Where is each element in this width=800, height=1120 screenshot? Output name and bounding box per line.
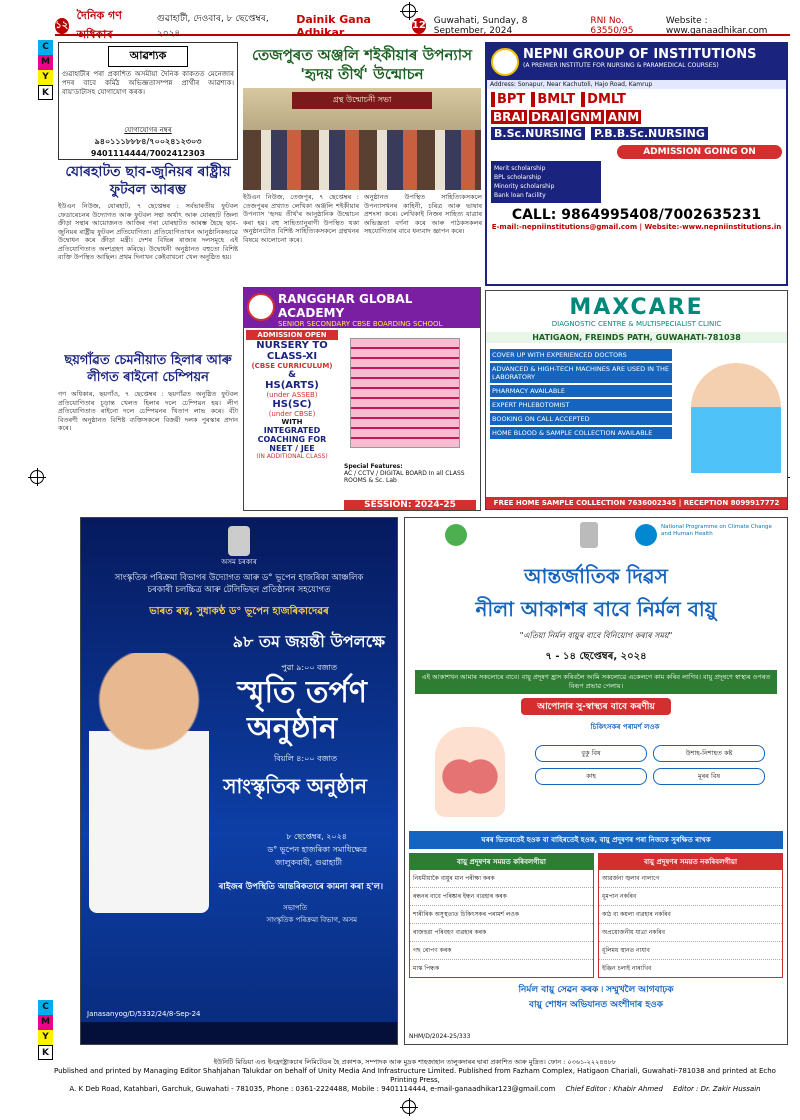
govt-anniv: ৯৮ তম জয়ন্তী উপলক্ষে bbox=[232, 632, 385, 651]
health-quote: "এতিয়া নিৰ্মল বায়ুৰ বাবে বিনিয়োগ কৰাৰ সময়" bbox=[519, 631, 673, 640]
symptom-item: উশাহ-নিশাহত কষ্ট bbox=[653, 745, 765, 762]
maxcare-item: EXPERT PHLEBOTOMIST bbox=[490, 399, 672, 411]
building-shape bbox=[350, 338, 460, 448]
do-item: গছ ৰোপণ কৰক bbox=[410, 942, 593, 960]
rangghar-sub: SENIOR SECONDARY CBSE BOARDING SCHOOL bbox=[278, 320, 443, 328]
rangghar-l8: WITH bbox=[281, 418, 303, 426]
govt-main1: স্মৃতি তৰ্পণ bbox=[237, 675, 367, 710]
registration-mark-icon bbox=[30, 470, 44, 484]
story2-body: গণ অধিকাৰ, ছয়গাঁও, ৭ ছেপ্তেম্বৰ : ছয়গাঁৱত অনুষ্ঠিত ফুটবল প্ৰতিযোগিতাৰ চূড়ান্ত খেলত হিলাৰ দলে চেম্পিয়ন হয়। লীগ প্ৰতিযোগিতাত ৰাইনো দলে চেম্পিয়নৰ খিতাপ লাভ কৰে। বঁটা বিতৰণী অনুষ্ঠানত বিশিষ্ট ব্যক্তিসকলে বিজয়ী দলক পুৰস্কাৰ প্ৰদান কৰে। bbox=[58, 390, 238, 432]
registration-mark-icon bbox=[402, 4, 416, 18]
rangghar-l3: & bbox=[288, 370, 296, 380]
govt-org: অসম চৰকাৰ bbox=[221, 558, 257, 566]
dont-item: কাঠ বা কয়লা ব্যৱহাৰ নকৰিব bbox=[599, 906, 782, 924]
masthead-left: দৈনিক গণ অধিকাৰ bbox=[76, 9, 122, 41]
feature-item: Minority scholarship bbox=[494, 183, 555, 190]
health-slogan1: নিৰ্মল বায়ু সেৱন কৰক ৷ সম্মুখলৈ আগবাঢ়ক bbox=[518, 985, 674, 995]
maxcare-sub: DIAGNOSTIC CENTRE & MULTISPECIALIST CLINIC bbox=[551, 320, 722, 328]
dont-item: ইঞ্জিন চলাই নাৰাখিব bbox=[602, 965, 652, 972]
story1-body: ইউএন নিউজ, যোৰহাট, ৭ ছেপ্তেম্বৰ : সৰ্বভাৰতীয় ফুটবল ফেডাৰেচনৰ উদ্যোগত আৰু ফুটবল সন্থা অৰ্থাৎ আৰু যোৰহাট জিলা ক্ৰীড়া সন্থাৰ আয়োজনত আজিৰ পৰা যোৰহাটত আৰম্ভ হৈছে ছাব-জুনিয়ৰ ৰাষ্ট্ৰীয় ফুটবল প্ৰতিযোগিতা। প্ৰতিযোগিতাখন আনুষ্ঠানিকভাৱে উদ্বোধন কৰে ক্ৰীড়া মন্ত্ৰী। দেশৰ বিভিন্ন ৰাজ্যৰ দলসমূহে এই প্ৰতিযোগিতাত অংশগ্ৰহণ কৰিছে। উদ্বোধনী অনুষ্ঠানত বহুতো বিশিষ্ট ব্যক্তি উপস্থিত আছিল। প্ৰথম দিনাখন কেইবাখনো খেল অনুষ্ঠিত হয়। bbox=[58, 202, 238, 261]
health-dos-donts bbox=[409, 853, 783, 978]
page-number: 12 bbox=[412, 18, 426, 34]
yellow-swatch: Y bbox=[38, 1030, 53, 1045]
course-drai: DRAI bbox=[531, 110, 565, 124]
feature-item: BPL scholarship bbox=[494, 174, 542, 181]
govt-time2: বিয়লি ৪:০০ বজাত bbox=[273, 754, 337, 763]
govt-intro: সাংস্কৃতিক পৰিক্ৰমা বিভাগৰ উদ্যোগত আৰু ড° ভূপেন হাজৰিকা আঞ্চলিক চৰকাৰী চলচ্চিত্ৰ আৰু টেলিভিছন প্ৰতিষ্ঠানৰ সহযোগত bbox=[114, 573, 364, 595]
dont-item: ধূমপান নকৰিব bbox=[599, 888, 782, 906]
feature-item: Bank loan facility bbox=[494, 192, 546, 199]
health-ref: NHM/D/2024-25/333 bbox=[409, 1033, 471, 1040]
rangghar-body bbox=[244, 328, 480, 511]
nepni-logo-icon bbox=[491, 48, 519, 76]
health-banner: ঘৰৰ ভিতৰতেই হওক বা বাহিৰতেই হওক, বায়ু প্ৰদূষণৰ পৰা নিজকে সুৰক্ষিত ৰাখক bbox=[409, 831, 783, 849]
symptoms-title: চিকিৎসকৰ পৰামৰ্শ লওক bbox=[590, 723, 660, 731]
govt-footer-bar bbox=[81, 1022, 397, 1044]
rangghar-ad bbox=[243, 287, 481, 511]
nepni-call: CALL: 9864995408/7002635231 bbox=[511, 207, 762, 223]
nepni-tagline: (A PREMIER INSTITUTE FOR NURSING & PARAMEDICAL COURSES) bbox=[523, 62, 719, 69]
notice-phone-2: 9401114444/7002412303 bbox=[90, 149, 206, 158]
black-swatch: K bbox=[38, 1045, 53, 1060]
nepni-admission-banner: ADMISSION GOING ON bbox=[617, 145, 782, 159]
rangghar-building-image bbox=[340, 328, 480, 511]
rangghar-features-text: AC / CCTV / DIGITAL BOARD In all CLASS ROOMS & Sc. Lab bbox=[344, 470, 465, 484]
dont-item: ধূলিময় স্থানত নাযাব bbox=[599, 942, 782, 960]
health-logo-right-icon bbox=[635, 524, 657, 546]
magenta-swatch: M bbox=[38, 55, 53, 70]
course-anm: ANM bbox=[607, 110, 640, 124]
registration-mark-icon bbox=[402, 1100, 416, 1114]
maxcare-name: MAXCARE bbox=[569, 295, 704, 320]
maxcare-item: HOME BLOOD & SAMPLE COLLECTION AVAILABLE bbox=[490, 427, 672, 439]
health-dates: ৭ - ১৪ ছেপ্তেম্বৰ, ২০২৪ bbox=[545, 651, 647, 662]
color-strip-top bbox=[38, 40, 53, 100]
do-item: ৰন্ধনৰ বাবে পৰিষ্কাৰ ইন্ধন ব্যৱহাৰ কৰক bbox=[410, 888, 593, 906]
maxcare-footer: FREE HOME SAMPLE COLLECTION 7636002345 | RECEPTION 8099917772 bbox=[486, 497, 787, 509]
chief-editor: Chief Editor : Khabir Ahmed bbox=[565, 1085, 663, 1093]
symptom-item: কাহ bbox=[535, 768, 647, 785]
nepni-contact: E-mail:-nepniinstitutions@gmail.com | Website:-www.nepniinstitutions.in bbox=[491, 223, 782, 231]
symptom-item: মূৰৰ বিষ bbox=[653, 768, 765, 785]
rangghar-classes bbox=[244, 328, 340, 511]
date-right: Guwahati, Sunday, 8 September, 2024 bbox=[433, 16, 528, 36]
nepni-ad bbox=[485, 42, 788, 286]
page-header bbox=[55, 9, 790, 41]
maxcare-ad bbox=[485, 290, 788, 510]
nepni-courses-row2 bbox=[487, 110, 786, 124]
do-column bbox=[409, 853, 594, 978]
photo-banner: গ্ৰন্থ উন্মোচনী সভা bbox=[292, 92, 432, 109]
imprint-line2: Published and printed by Managing Editor Shahjahan Talukdar on behalf of Unity Media And Infrastructure Limited. Published from Fazham Complex, Hatigaon Chariali, Guwahati-781038 and printed at Echo Printing Press, bbox=[54, 1067, 776, 1084]
rangghar-logo-icon bbox=[247, 293, 275, 321]
website: Website : www.ganaadhikar.com bbox=[665, 16, 768, 36]
rni-number: RNI No. 63550/95 bbox=[590, 16, 634, 36]
do-item: নিয়মীয়াকৈ বায়ুৰ মান পৰীক্ষা কৰক bbox=[410, 870, 593, 888]
rangghar-l9: INTEGRATED COACHING FOR NEET / JEE bbox=[257, 426, 327, 453]
notice-phone-1: ৯৪০১১১৮৮৮৪/৭০০২৪১২৩০৩ bbox=[94, 137, 202, 146]
notice-box bbox=[58, 42, 238, 160]
dont-item: আৱৰ্জনা জ্বলাব নালাগে bbox=[599, 870, 782, 888]
do-item: মাস্ক পিন্ধক bbox=[413, 965, 440, 972]
yellow-swatch: Y bbox=[38, 70, 53, 85]
maxcare-item: PHARMACY AVAILABLE bbox=[490, 385, 672, 397]
govt-ad bbox=[80, 517, 398, 1045]
symptoms-list bbox=[535, 745, 765, 785]
black-swatch: K bbox=[38, 85, 53, 100]
notice-contact-label: যোগাযোগৰ নম্বৰ bbox=[124, 126, 172, 134]
do-item: ৰাজহুৱা পৰিবহণ ব্যৱহাৰ কৰক bbox=[410, 924, 593, 942]
rangghar-l2: (CBSE CURRICULUM) bbox=[251, 362, 333, 370]
course-bpt: BPT bbox=[491, 92, 525, 107]
health-logo-left-icon bbox=[445, 524, 467, 546]
page-number-left: ১২ bbox=[55, 18, 69, 34]
color-strip-bottom bbox=[38, 1000, 53, 1060]
nepni-courses-row1 bbox=[487, 89, 786, 110]
govt-time1: পুৱা ৯:০০ বজাত bbox=[281, 663, 337, 672]
do-title: বায়ু প্ৰদূষণৰ সময়ত কৰিবলগীয়া bbox=[410, 854, 593, 870]
rangghar-l5: (under ASSEB) bbox=[266, 391, 318, 399]
dont-item: অপ্ৰয়োজনীয় যাত্ৰা নকৰিব bbox=[599, 924, 782, 942]
rangghar-header bbox=[244, 288, 480, 328]
maxcare-item: COVER UP WITH EXPERIENCED DOCTORS bbox=[490, 349, 672, 361]
course-bmlt: BMLT bbox=[531, 92, 575, 107]
imprint-line3: A. K Deb Road, Katahbari, Garchuk, Guwahati - 781035, Phone : 0361-2224488, Mobile : 9401114444, e-mail-ganaadhikar123@gmail.com bbox=[69, 1085, 556, 1093]
rangghar-features bbox=[344, 463, 474, 484]
health-ad bbox=[404, 517, 788, 1045]
rangghar-session: SESSION: 2024-25 bbox=[344, 500, 476, 510]
ashoka-emblem-icon bbox=[580, 522, 598, 548]
govt-by: সাংস্কৃতিক পৰিক্ৰমা বিভাগ, অসম bbox=[266, 916, 357, 924]
story3-photo bbox=[243, 88, 481, 190]
feature-item: Merit scholarship bbox=[494, 165, 546, 172]
govt-venue1: ড° ভূপেন হাজৰিকা সমাধিক্ষেত্ৰ bbox=[267, 845, 367, 854]
nepni-features bbox=[491, 161, 601, 203]
cyan-swatch: C bbox=[38, 40, 53, 55]
lungs-image bbox=[435, 727, 505, 817]
govt-date: ৮ ছেপ্তেম্বৰ, ২০২৪ bbox=[286, 832, 347, 841]
rangghar-name: RANGGHAR GLOBAL ACADEMY bbox=[278, 292, 413, 320]
ashoka-emblem-icon bbox=[228, 526, 250, 556]
health-logos bbox=[405, 518, 787, 562]
nepni-header bbox=[487, 44, 786, 80]
govt-invite: ৰাইজৰ উপস্থিতি আন্তৰিকতাৰে কামনা কৰা হ'ল। bbox=[218, 882, 383, 892]
govt-honor: ভাৰত ৰত্ন, সুধাকণ্ঠ ড° ভূপেন হাজৰিকাদেৱৰ bbox=[149, 606, 329, 617]
health-body-diagram bbox=[415, 717, 777, 829]
health-title2: নীলা আকাশৰ বাবে নিৰ্মল বায়ু bbox=[475, 597, 717, 621]
rangghar-l6: HS(SC) bbox=[272, 399, 312, 410]
maxcare-header bbox=[486, 291, 787, 332]
story1-headline: যোৰহাটত ছাব-জুনিয়ৰ ৰাষ্ট্ৰীয় ফুটবল আৰম্ভ bbox=[65, 164, 231, 198]
dont-title: বায়ু প্ৰদূষণৰ সময়ত নকৰিবলগীয়া bbox=[599, 854, 782, 870]
nepni-courses-row3 bbox=[487, 124, 786, 143]
nepni-name: NEPNI GROUP OF INSTITUTIONS bbox=[523, 47, 757, 62]
story3-headline: তেজপুৰত অঞ্জলি শইকীয়াৰ উপন্যাস 'হৃদয় তীৰ্থ' উন্মোচন bbox=[251, 46, 473, 83]
story2-headline: ছয়গাঁৱত চেমনীয়াত হিলাৰ আৰু লীগত ৰাইনো চেম্পিয়ন bbox=[64, 353, 232, 385]
notice-body: গুৱাহাটীৰ পৰা প্ৰকাশিত অসমীয়া দৈনিক কাকতত মেনেজাৰ পদৰ বাবে কৰ্মিঠ অভিজ্ঞতাসম্পন্ন প্ৰাৰ্থীৰ আৱশ্যক। বায়'ডাটাসহ যোগাযোগ কৰক। bbox=[62, 70, 234, 96]
notice-title: আৱশ্যক bbox=[108, 46, 188, 67]
rangghar-l10: (IN ADDITIONAL CLASS) bbox=[256, 453, 328, 460]
photo-people bbox=[243, 130, 481, 190]
story3-body-right: অনুষ্ঠানত উপস্থিত সাহিত্যিকসকলে উপন্যাসখনৰ কাহিনী, চৰিত্ৰ আৰু ভাষাৰ প্ৰশংসা কৰে। লেখিকাই নিজৰ সাহিত্য যাত্ৰাৰ অভিজ্ঞতা বৰ্ণনা কৰে আৰু পাঠকসকলৰ সহযোগিতাৰ বাবে ধন্যবাদ জ্ঞাপন কৰে। bbox=[364, 193, 482, 235]
health-slogan2: বায়ু শোধন অভিযানত অংশীদাৰ হওক bbox=[528, 1000, 664, 1010]
cyan-swatch: C bbox=[38, 1000, 53, 1015]
rangghar-features-title: Special Features: bbox=[344, 463, 403, 470]
course-pbbsc-nursing: P.B.B.Sc.NURSING bbox=[591, 127, 708, 140]
govt-main2: অনুষ্ঠান bbox=[246, 711, 337, 746]
magenta-swatch: M bbox=[38, 1015, 53, 1030]
govt-main3: সাংস্কৃতিক অনুষ্ঠান bbox=[223, 774, 367, 798]
editor: Editor : Dr. Zakir Hussain bbox=[673, 1085, 761, 1093]
health-intro: এই আকাশখন আমাৰ সকলোৰে বাবে। বায়ু প্ৰদূষণ হ্ৰাস কৰিবলৈ আমি সকলোৱে একেলগে কাম কৰিব লাগিব। বায়ু প্ৰদূষণে স্বাস্থ্যৰ ওপৰত বিৰূপ প্ৰভাৱ পেলায়। bbox=[415, 670, 777, 694]
imprint-line3-row bbox=[40, 1085, 790, 1094]
course-brai: BRAI bbox=[493, 110, 526, 124]
govt-by-label: সভাপতি bbox=[283, 904, 307, 912]
maxcare-item: BOOKING ON CALL ACCEPTED bbox=[490, 413, 672, 425]
rangghar-l7: (under CBSE) bbox=[268, 410, 316, 418]
symptom-item: বুকু বিষ bbox=[535, 745, 647, 762]
maxcare-address: HATIGAON, FREINDS PATH, GUWAHATI-781038 bbox=[486, 332, 787, 343]
rangghar-l4: HS(ARTS) bbox=[265, 380, 319, 391]
nepni-address: Address: Sonapur, Near Kachutoli, Hajo Road, Kamrup bbox=[487, 80, 786, 89]
dont-column bbox=[598, 853, 783, 978]
portrait-image bbox=[89, 653, 209, 913]
course-dmlt: DMLT bbox=[581, 92, 626, 107]
rangghar-admission: ADMISSION OPEN bbox=[246, 330, 338, 340]
course-bsc-nursing: B.Sc.NURSING bbox=[491, 127, 585, 140]
health-title1: আন্তৰ্জাতিক দিৱস bbox=[524, 564, 668, 588]
course-gnm: GNM bbox=[570, 110, 602, 124]
imprint-footer bbox=[40, 1058, 790, 1094]
govt-venue2: জালুকবাৰী, গুৱাহাটী bbox=[275, 858, 342, 867]
date-left: গুৱাহাটী, দেওবাৰ, ৮ ছেপ্তেম্বৰ, ২০২৪ bbox=[156, 14, 269, 39]
health-org: National Programme on Climate Change and Human Health bbox=[661, 524, 772, 537]
rangghar-l1: NURSERY TO CLASS-XI bbox=[256, 340, 328, 362]
health-section-title: আপোনাৰ সু-স্বাস্থ্যৰ বাবে কৰণীয় bbox=[521, 698, 671, 715]
masthead-center: Dainik Gana Adhikar bbox=[296, 13, 371, 39]
nurse-image bbox=[691, 363, 781, 473]
maxcare-item: ADVANCED & HIGH-TECH MACHINES ARE USED IN THE LABORATORY bbox=[490, 363, 672, 383]
maxcare-list bbox=[486, 343, 676, 445]
do-item: শাৰীৰিক অসুস্থতাত চিকিৎসকৰ পৰামৰ্শ লওক bbox=[410, 906, 593, 924]
story3-body-left: ইউএন নিউজ, তেজপুৰ, ৭ ছেপ্তেম্বৰ : তেজপুৰৰ প্ৰখ্যাত লেখিকা অঞ্জলি শইকীয়াৰ উপন্যাস 'হৃদয় তীৰ্থ'ৰ আনুষ্ঠানিক উন্মোচন কৰা হয়। বহু সাহিত্যানুৰাগী উপস্থিত থকা অনুষ্ঠানটোত বিশিষ্ট সাহিত্যিকসকলে গ্ৰন্থখনৰ বিষয়ে আলোচনা কৰে। bbox=[243, 193, 359, 244]
govt-ref: Janasanyog/D/5332/24/8-Sep-24 bbox=[87, 1010, 201, 1018]
imprint-line1: ইউনিটি মিডিয়া এণ্ড ইনফ্ৰাষ্ট্ৰাকচাৰ লিমিটেডৰ হৈ প্ৰকাশক, সম্পাদক আৰু মুদ্ৰক শাহজাহান তালুকদাৰৰ দ্বাৰা প্ৰকাশিত আৰু মুদ্ৰিত। ফোন : ০৩৬১-২২২৪৪৮৮ bbox=[213, 1058, 617, 1066]
